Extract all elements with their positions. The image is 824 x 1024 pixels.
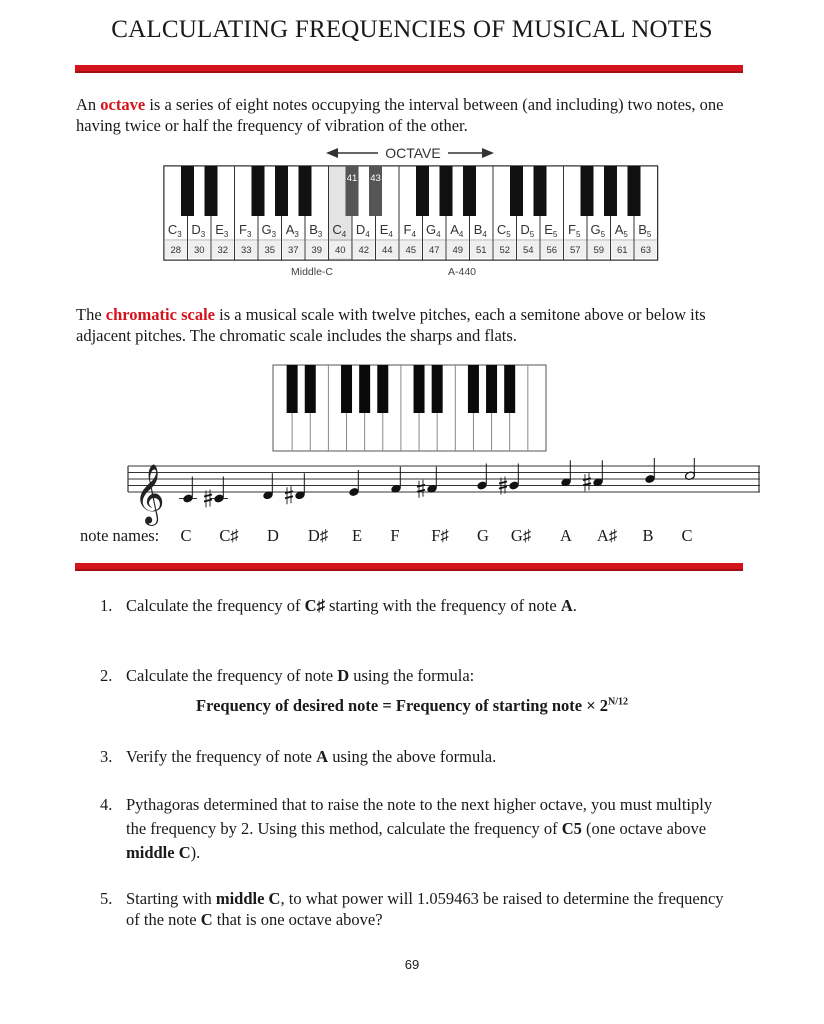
white-key-number: 47 [428,245,440,256]
white-key-octave-subscript: 5 [600,230,606,239]
formula-text: Frequency of desired note = Frequency of starting note × 2 [195,696,609,715]
white-key-octave-subscript: 5 [552,230,558,239]
middle-c-label: Middle-C [290,266,334,278]
chromatic-black-key [305,365,316,413]
question-number: 3. [100,747,113,766]
white-key-number: 59 [593,245,605,256]
black-key [181,166,194,216]
chromatic-paragraph-rest: is a musical scale with twelve pitches, each a semitone above or below its adjacent pitches. The chromatic scale includes the sharps and flats. [76,305,706,345]
note-name: D♯ [307,526,329,545]
question-text-run: . [572,596,577,615]
chromatic-keyboard-diagram [272,364,548,452]
sharp-sign [499,482,507,484]
white-key-note-label: $C_4$ [332,222,347,239]
white-key-number: 30 [193,245,205,256]
chromatic-paragraph-start: The [76,305,106,324]
chromatic-staff [120,458,760,530]
question-text-run: Calculate the frequency of note [126,666,338,685]
question-emphasis: A [560,596,573,615]
octave-paragraph-start: An [76,95,101,114]
note-names-label: note names: [80,526,160,545]
octave-arrow-left-head [326,148,338,158]
white-key-octave-subscript: 4 [341,230,347,239]
white-key-number: 33 [240,245,252,256]
white-key-note-label: $D_4$ [355,222,370,239]
white-key-note-label: $G_3$ [261,222,277,239]
sharp-sign [285,496,293,498]
white-key-octave-subscript: 3 [247,230,252,239]
question-text [126,594,726,618]
note-name: C [180,526,192,545]
note-name: C♯ [219,526,239,545]
chromatic-black-key [414,365,425,413]
black-key [275,166,288,216]
white-key-octave-subscript: 5 [506,230,511,239]
question-text-run: Calculate the frequency of [126,596,305,615]
white-key-number: 51 [475,245,487,256]
sharp-sign [583,483,591,485]
white-key-note-label: $G_5$ [590,222,606,239]
note-name: B [642,526,654,545]
white-key-note-label: $C_3$ [167,222,182,239]
page-title: CALCULATING FREQUENCIES OF MUSICAL NOTES [111,16,713,43]
white-key-note-label: $A_5$ [614,222,628,239]
white-key-number: 42 [358,245,370,256]
octave-keyboard-svg [140,142,680,282]
sharp-sign [417,490,425,492]
treble-clef-icon: 𝄞 [134,464,165,524]
note-name: A♯ [596,526,618,545]
chromatic-paragraph [76,304,744,346]
question-emphasis: middle C [215,889,281,908]
white-key-octave-subscript: 3 [177,230,182,239]
chromatic-black-key [377,365,388,413]
white-key-number: 54 [522,245,534,256]
white-key-note-label: $B_5$ [638,222,652,239]
white-key-note-label: $G_4$ [425,222,441,239]
white-key-number: 35 [264,245,276,256]
note-name: C [681,526,693,545]
white-key-octave-subscript: 3 [317,230,323,239]
white-key-note-label: $B_4$ [473,222,487,239]
note-name: A [560,526,572,545]
staff-svg [120,458,760,530]
question-text-run: (one octave above [581,819,707,838]
note-name: G♯ [510,526,532,545]
question-emphasis: middle C [126,843,191,862]
question-text [126,888,726,930]
question-text-run: that is one octave above? [212,910,383,929]
white-key-number: 37 [287,245,299,256]
formula-exponent: N/12 [608,696,629,708]
chromatic-black-key [341,365,352,413]
chromatic-black-key [468,365,479,413]
black-key [628,166,641,216]
octave-term: octave [100,95,146,114]
white-key-number: 57 [569,245,581,256]
octave-label: OCTAVE [385,145,441,161]
white-key-number: 49 [452,245,464,256]
white-key-number: 40 [334,245,346,256]
white-key-octave-subscript: 3 [200,230,206,239]
question-text [126,664,726,688]
black-key [510,166,523,216]
octave-paragraph [76,94,744,136]
question-text-run: Starting with [126,889,216,908]
white-key-octave-subscript: 4 [388,230,393,239]
white-key-note-label: $C_5$ [496,222,511,239]
question-text-run: , to what power will 1.059463 be raised to determine the frequency of the note [126,889,724,929]
question-number: 1. [100,596,113,615]
white-key-note-label: $A_4$ [450,222,464,239]
sharp-sign [204,495,212,497]
question-emphasis: D [337,666,350,685]
white-key-octave-subscript: 5 [576,230,581,239]
note-name: F [390,526,400,545]
question-text-run: using the formula: [349,666,475,685]
white-key-note-label: $E_5$ [544,222,558,239]
white-key-octave-subscript: 4 [458,230,464,239]
octave-arrow-right-head [482,148,494,158]
white-key-number: 28 [170,245,182,256]
staff-notes [179,458,695,508]
sharp-sign [583,478,591,480]
white-key-note-label: $F_5$ [568,222,581,239]
white-key-octave-subscript: 3 [223,230,229,239]
white-key-number: 32 [217,245,229,256]
white-key-note-label: $D_5$ [520,222,535,239]
sharp-sign [417,485,425,487]
question-emphasis: C [200,910,213,929]
sharp-sign [499,487,507,489]
black-key [463,166,476,216]
sharp-sign [285,491,293,493]
black-key [534,166,547,216]
white-key-note-label: $E_4$ [379,222,393,239]
white-key-octave-subscript: 4 [436,230,441,239]
chromatic-term: chromatic scale [105,305,215,324]
question-number: 4. [100,795,113,814]
white-key-octave-subscript: 3 [271,230,277,239]
black-key [440,166,453,216]
white-key-note-label: $F_3$ [239,222,252,239]
black-key [416,166,429,216]
white-key-note-label: $E_3$ [215,222,229,239]
white-key-number: 44 [381,245,393,256]
question-text [126,793,726,865]
chromatic-black-key [486,365,497,413]
question-text-run: using the above formula. [328,747,497,766]
white-key-number: 45 [405,245,417,256]
white-key-octave-subscript: 4 [411,230,416,239]
chromatic-black-key [359,365,370,413]
black-key [581,166,594,216]
octave-paragraph-rest: is a series of eight notes occupying the interval between (and including) two notes, one having twice or half the frequency of vibration of the other. [76,95,724,135]
black-key [252,166,265,216]
question-emphasis: A [316,747,329,766]
white-key-number: 39 [311,245,323,256]
question-text-run: ). [190,843,201,862]
question-emphasis: C5 [561,819,582,838]
question-text-run: starting with the frequency of note [324,596,561,615]
white-key-octave-subscript: 4 [482,230,487,239]
question-number: 5. [100,889,113,908]
a440-label: A-440 [447,266,477,278]
note-name: F♯ [431,526,449,545]
black-key [205,166,218,216]
question-text-run: Pythagoras determined that to raise the note to the next higher octave, you must multiply the frequency by 2. Using this method, calculate the frequency of [126,795,713,838]
octave-arrow-group [326,145,494,161]
question-number: 2. [100,666,113,685]
white-key-note-label: $B_3$ [309,222,323,239]
note-name: G [477,526,489,545]
chromatic-keyboard-svg [272,364,548,452]
black-key [604,166,617,216]
black-key-number: 43 [370,173,381,184]
black-key [299,166,312,216]
chromatic-black-key [504,365,515,413]
white-key-number: 56 [546,245,558,256]
question-text-run: Verify the frequency of note [126,747,317,766]
chromatic-black-key [432,365,443,413]
white-key-octave-subscript: 5 [646,230,652,239]
white-key-number: 63 [640,245,652,256]
question-text [126,745,726,769]
white-key-note-label: $F_4$ [403,222,416,239]
frequency-formula [0,696,824,716]
chromatic-black-key [287,365,298,413]
white-key-octave-subscript: 5 [623,230,628,239]
note-name: D [267,526,279,545]
middle-divider [75,563,743,569]
question-emphasis: C♯ [304,596,325,615]
white-key-number: 61 [616,245,628,256]
top-divider [75,65,743,71]
sharp-sign [204,500,212,502]
white-key-octave-subscript: 3 [294,230,299,239]
black-key-number: 41 [346,173,358,184]
page-number: 69 [404,957,420,972]
white-key-note-label: $D_3$ [191,222,206,239]
white-key-note-label: $A_3$ [285,222,299,239]
white-key-octave-subscript: 5 [529,230,535,239]
white-key-number: 52 [499,245,511,256]
white-key-octave-subscript: 4 [365,230,370,239]
octave-keyboard-diagram [140,142,680,282]
note-name: E [351,526,363,545]
